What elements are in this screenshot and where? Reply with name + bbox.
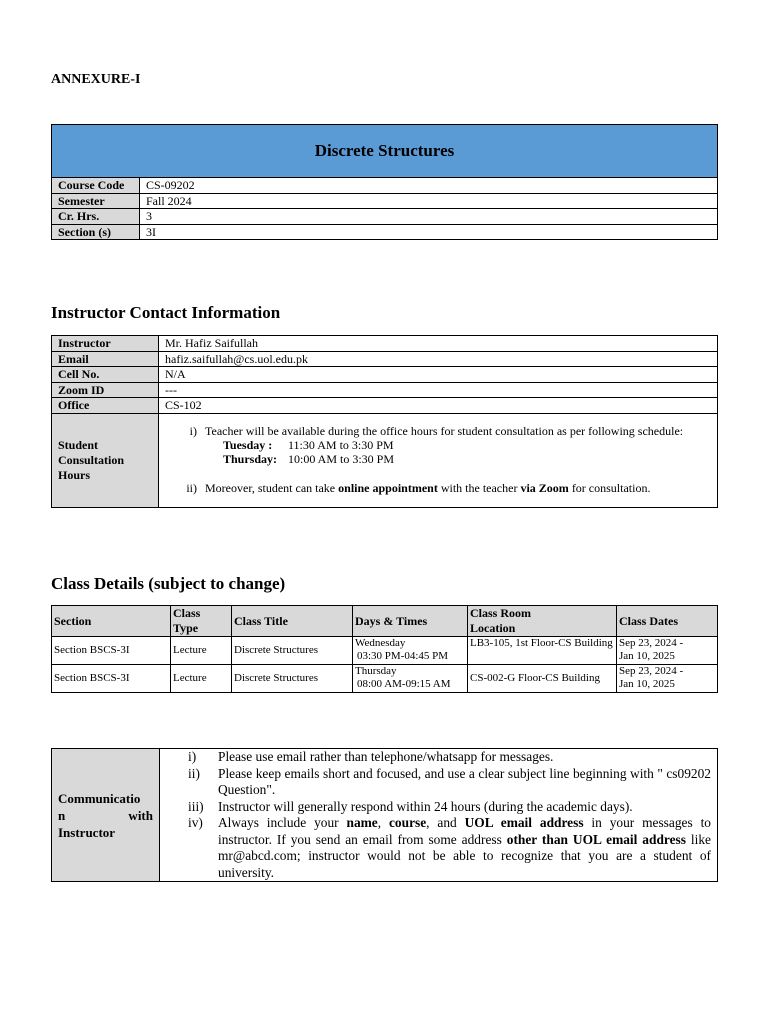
consultation-item — [173, 424, 711, 438]
class-details-heading: Class Details (subject to change) — [51, 574, 286, 593]
cell-date-end: Jan 10, 2025 — [619, 650, 675, 662]
table-row — [52, 637, 718, 665]
instructor-row — [52, 367, 718, 383]
item-number: iii) — [188, 798, 204, 814]
instructor-label: Instructor — [52, 336, 159, 352]
zoom-id-value: --- — [159, 382, 718, 398]
bold-run: name — [346, 815, 378, 830]
course-code-value: CS-09202 — [140, 178, 718, 194]
consultation-text: with the teacher — [437, 480, 521, 495]
consultation-bold: online appointment — [338, 480, 438, 495]
cell-title: Discrete Structures — [232, 637, 353, 665]
communication-details — [160, 749, 718, 882]
col-header-days-times: Days & Times — [353, 606, 468, 637]
bold-run: other than UOL email address — [506, 831, 686, 847]
communication-item — [160, 815, 711, 881]
item-text: Please use email rather than telephone/whatsapp for messages. — [218, 749, 554, 764]
credit-hours-value: 3 — [140, 209, 718, 225]
consultation-label: Student Consultation Hours — [52, 413, 159, 507]
zoom-id-label: Zoom ID — [52, 382, 159, 398]
cell-date-start: Sep 23, 2024 - — [619, 637, 684, 649]
cell-type: Lecture — [171, 637, 232, 665]
cell-section: Section BSCS-3I — [52, 637, 171, 665]
email-label: Email — [52, 351, 159, 367]
consultation-text: Moreover, student can take — [205, 480, 339, 495]
item-text: Please keep emails short and focused, and use a clear subject line beginning with " cs09202 Question". — [218, 765, 711, 797]
consultation-text: Teacher will be available during the office hours for student consultation as per following schedule: — [205, 423, 684, 438]
cell-location: CS-002-G Floor-CS Building — [468, 665, 617, 693]
instructor-value: Mr. Hafiz Saifullah — [159, 336, 718, 352]
text-run: in your messages to instructor. If you send an email from some address — [218, 815, 711, 847]
cell-value: N/A — [159, 367, 718, 383]
schedule-row — [173, 438, 711, 452]
consultation-row — [52, 413, 718, 507]
course-row — [52, 224, 718, 240]
cell-day: Wednesday — [355, 637, 406, 649]
item-number: ii) — [188, 765, 200, 781]
cell-type: Lecture — [171, 665, 232, 693]
item-number: iv) — [188, 815, 203, 830]
item-number: i) — [189, 423, 197, 438]
label-line: n with — [58, 807, 153, 823]
course-row — [52, 193, 718, 209]
instructor-row — [52, 336, 718, 352]
cell-day: Thursday — [355, 665, 397, 677]
email-value: hafiz.saifullah@cs.uol.edu.pk — [159, 351, 718, 367]
schedule-row — [173, 452, 711, 466]
instructor-row — [52, 351, 718, 367]
cell-date-start: Sep 23, 2024 - — [619, 665, 684, 677]
cell-days-times — [353, 637, 468, 665]
cell-title: Discrete Structures — [232, 665, 353, 693]
bold-run: UOL email address — [464, 815, 584, 830]
item-text — [218, 815, 711, 881]
course-row — [52, 178, 718, 194]
col-header-dates: Class Dates — [617, 606, 718, 637]
office-label: Office — [52, 398, 159, 414]
communication-item — [160, 749, 711, 766]
label-line: Instructor — [58, 824, 116, 840]
section-label: Section (s) — [52, 224, 140, 240]
header-row — [52, 606, 718, 637]
col-header-class-title: Class Title — [232, 606, 353, 637]
communication-item — [160, 799, 711, 816]
cell-location: LB3-105, 1st Floor-CS Building — [468, 637, 617, 665]
course-title: Discrete Structures — [52, 125, 718, 178]
cell-section: Section BSCS-3I — [52, 665, 171, 693]
course-row — [52, 209, 718, 225]
cell-label: Cell No. — [52, 367, 159, 383]
col-header-section: Section — [52, 606, 171, 637]
consultation-text: for consultation. — [568, 480, 651, 495]
text-run: , — [377, 815, 389, 830]
instructor-section-heading: Instructor Contact Information — [51, 303, 281, 322]
schedule-time: 10:00 AM to 3:30 PM — [288, 451, 395, 466]
item-text: Instructor will generally respond within 24 hours (during the academic days). — [218, 798, 633, 814]
col-header-text: Class Room Location — [470, 606, 532, 635]
col-header-text: Class Type — [173, 606, 201, 635]
consultation-details — [159, 413, 718, 507]
communication-row — [52, 749, 718, 882]
cell-date-end: Jan 10, 2025 — [619, 678, 675, 690]
semester-value: Fall 2024 — [140, 193, 718, 209]
course-info-table — [51, 124, 718, 240]
communication-item — [160, 766, 711, 799]
annexure-label: ANNEXURE-I — [51, 72, 141, 87]
cell-time: 08:00 AM-09:15 AM — [357, 678, 451, 690]
cell-dates — [617, 637, 718, 665]
instructor-info-table — [51, 335, 718, 508]
cell-days-times — [353, 665, 468, 693]
semester-label: Semester — [52, 193, 140, 209]
credit-hours-label: Cr. Hrs. — [52, 209, 140, 225]
consultation-bold: via Zoom — [520, 480, 569, 495]
label-line: Communicatio — [58, 790, 141, 806]
bold-run: course — [388, 815, 427, 830]
communication-label — [52, 749, 160, 882]
cell-dates — [617, 665, 718, 693]
table-row — [52, 665, 718, 693]
col-header-class-type — [171, 606, 232, 637]
col-header-room — [468, 606, 617, 637]
consultation-item — [173, 481, 711, 495]
schedule-day: Tuesday : — [223, 437, 273, 452]
instructor-row — [52, 398, 718, 414]
section-value: 3I — [140, 224, 718, 240]
text-run: , and — [426, 815, 465, 830]
class-details-table — [51, 605, 718, 693]
item-number: ii) — [186, 480, 197, 495]
text-run: like mr@abcd.com; instructor would not be able to recognize that you are a student of university. — [218, 831, 711, 880]
course-code-label: Course Code — [52, 178, 140, 194]
schedule-day: Thursday: — [223, 451, 278, 466]
instructor-row — [52, 382, 718, 398]
office-value: CS-102 — [159, 398, 718, 414]
communication-table — [51, 748, 718, 882]
cell-time: 03:30 PM-04:45 PM — [357, 650, 449, 662]
item-number: i) — [188, 749, 197, 764]
schedule-time: 11:30 AM to 3:30 PM — [288, 437, 394, 452]
text-run: Always include your — [218, 815, 347, 830]
